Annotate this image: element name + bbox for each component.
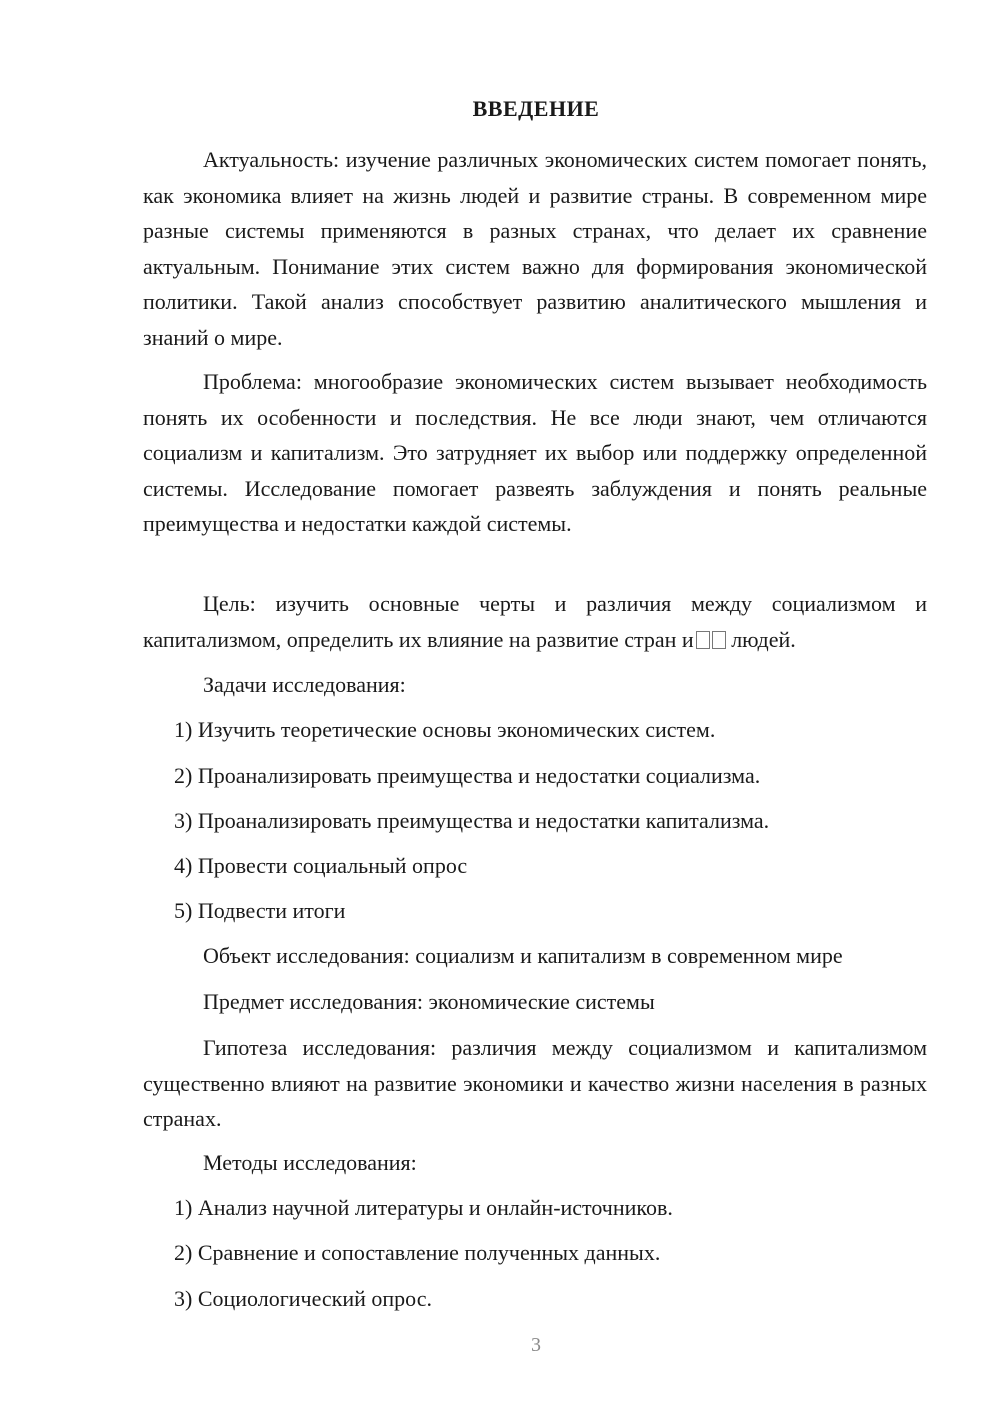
list-item: 1) Изучить теоретические основы экономических систем. <box>174 717 716 742</box>
list-item: 2) Проанализировать преимущества и недостатки социализма. <box>174 763 761 788</box>
research-object: Объект исследования: социализм и капитализм в современном мире <box>203 943 843 968</box>
paragraph-goal <box>143 586 927 657</box>
list-item: 3) Социологический опрос. <box>174 1286 432 1311</box>
list-item: 5) Подвести итоги <box>174 898 346 923</box>
paragraph-hypothesis: Гипотеза исследования: различия между социализмом и капитализмом существенно влияют на развитие экономики и качество жизни населения в разных странах. <box>143 1035 927 1131</box>
missing-glyph-box <box>712 631 726 649</box>
research-subject: Предмет исследования: экономические системы <box>203 989 655 1014</box>
section-title: ВВЕДЕНИЕ <box>472 96 600 121</box>
tasks-heading: Задачи исследования: <box>203 672 406 697</box>
list-item: 2) Сравнение и сопоставление полученных данных. <box>174 1240 661 1265</box>
page-number: 3 <box>531 1334 541 1356</box>
methods-heading: Методы исследования: <box>203 1150 417 1175</box>
paragraph-relevance: Актуальность: изучение различных экономических систем помогает понять, как экономика влияет на жизнь людей и развитие страны. В современном мире разные системы применяются в разных странах, что делает их сравнение актуальным. Понимание этих систем важно для формирования экономической политики. Такой анализ способствует развитию аналитического мышления и знаний о мире. <box>143 147 927 350</box>
goal-text-end: людей. <box>725 626 796 652</box>
list-item: 4) Провести социальный опрос <box>174 853 468 878</box>
goal-text: Цель: изучить основные черты и различия между социализмом и капитализмом, определить их влияние на развитие стран и <box>143 591 927 652</box>
paragraph-problem: Проблема: многообразие экономических систем вызывает необходимость понять их особенности и последствия. Не все люди знают, чем отличаются социализм и капитализм. Это затрудняет их выбор или поддержку определенной системы. Исследование помогает развеять заблуждения и понять реальные преимущества и недостатки каждой системы. <box>143 369 927 536</box>
list-item: 3) Проанализировать преимущества и недостатки капитализма. <box>174 808 770 833</box>
list-item: 1) Анализ научной литературы и онлайн-источников. <box>174 1195 673 1220</box>
missing-glyph-box <box>696 631 710 649</box>
